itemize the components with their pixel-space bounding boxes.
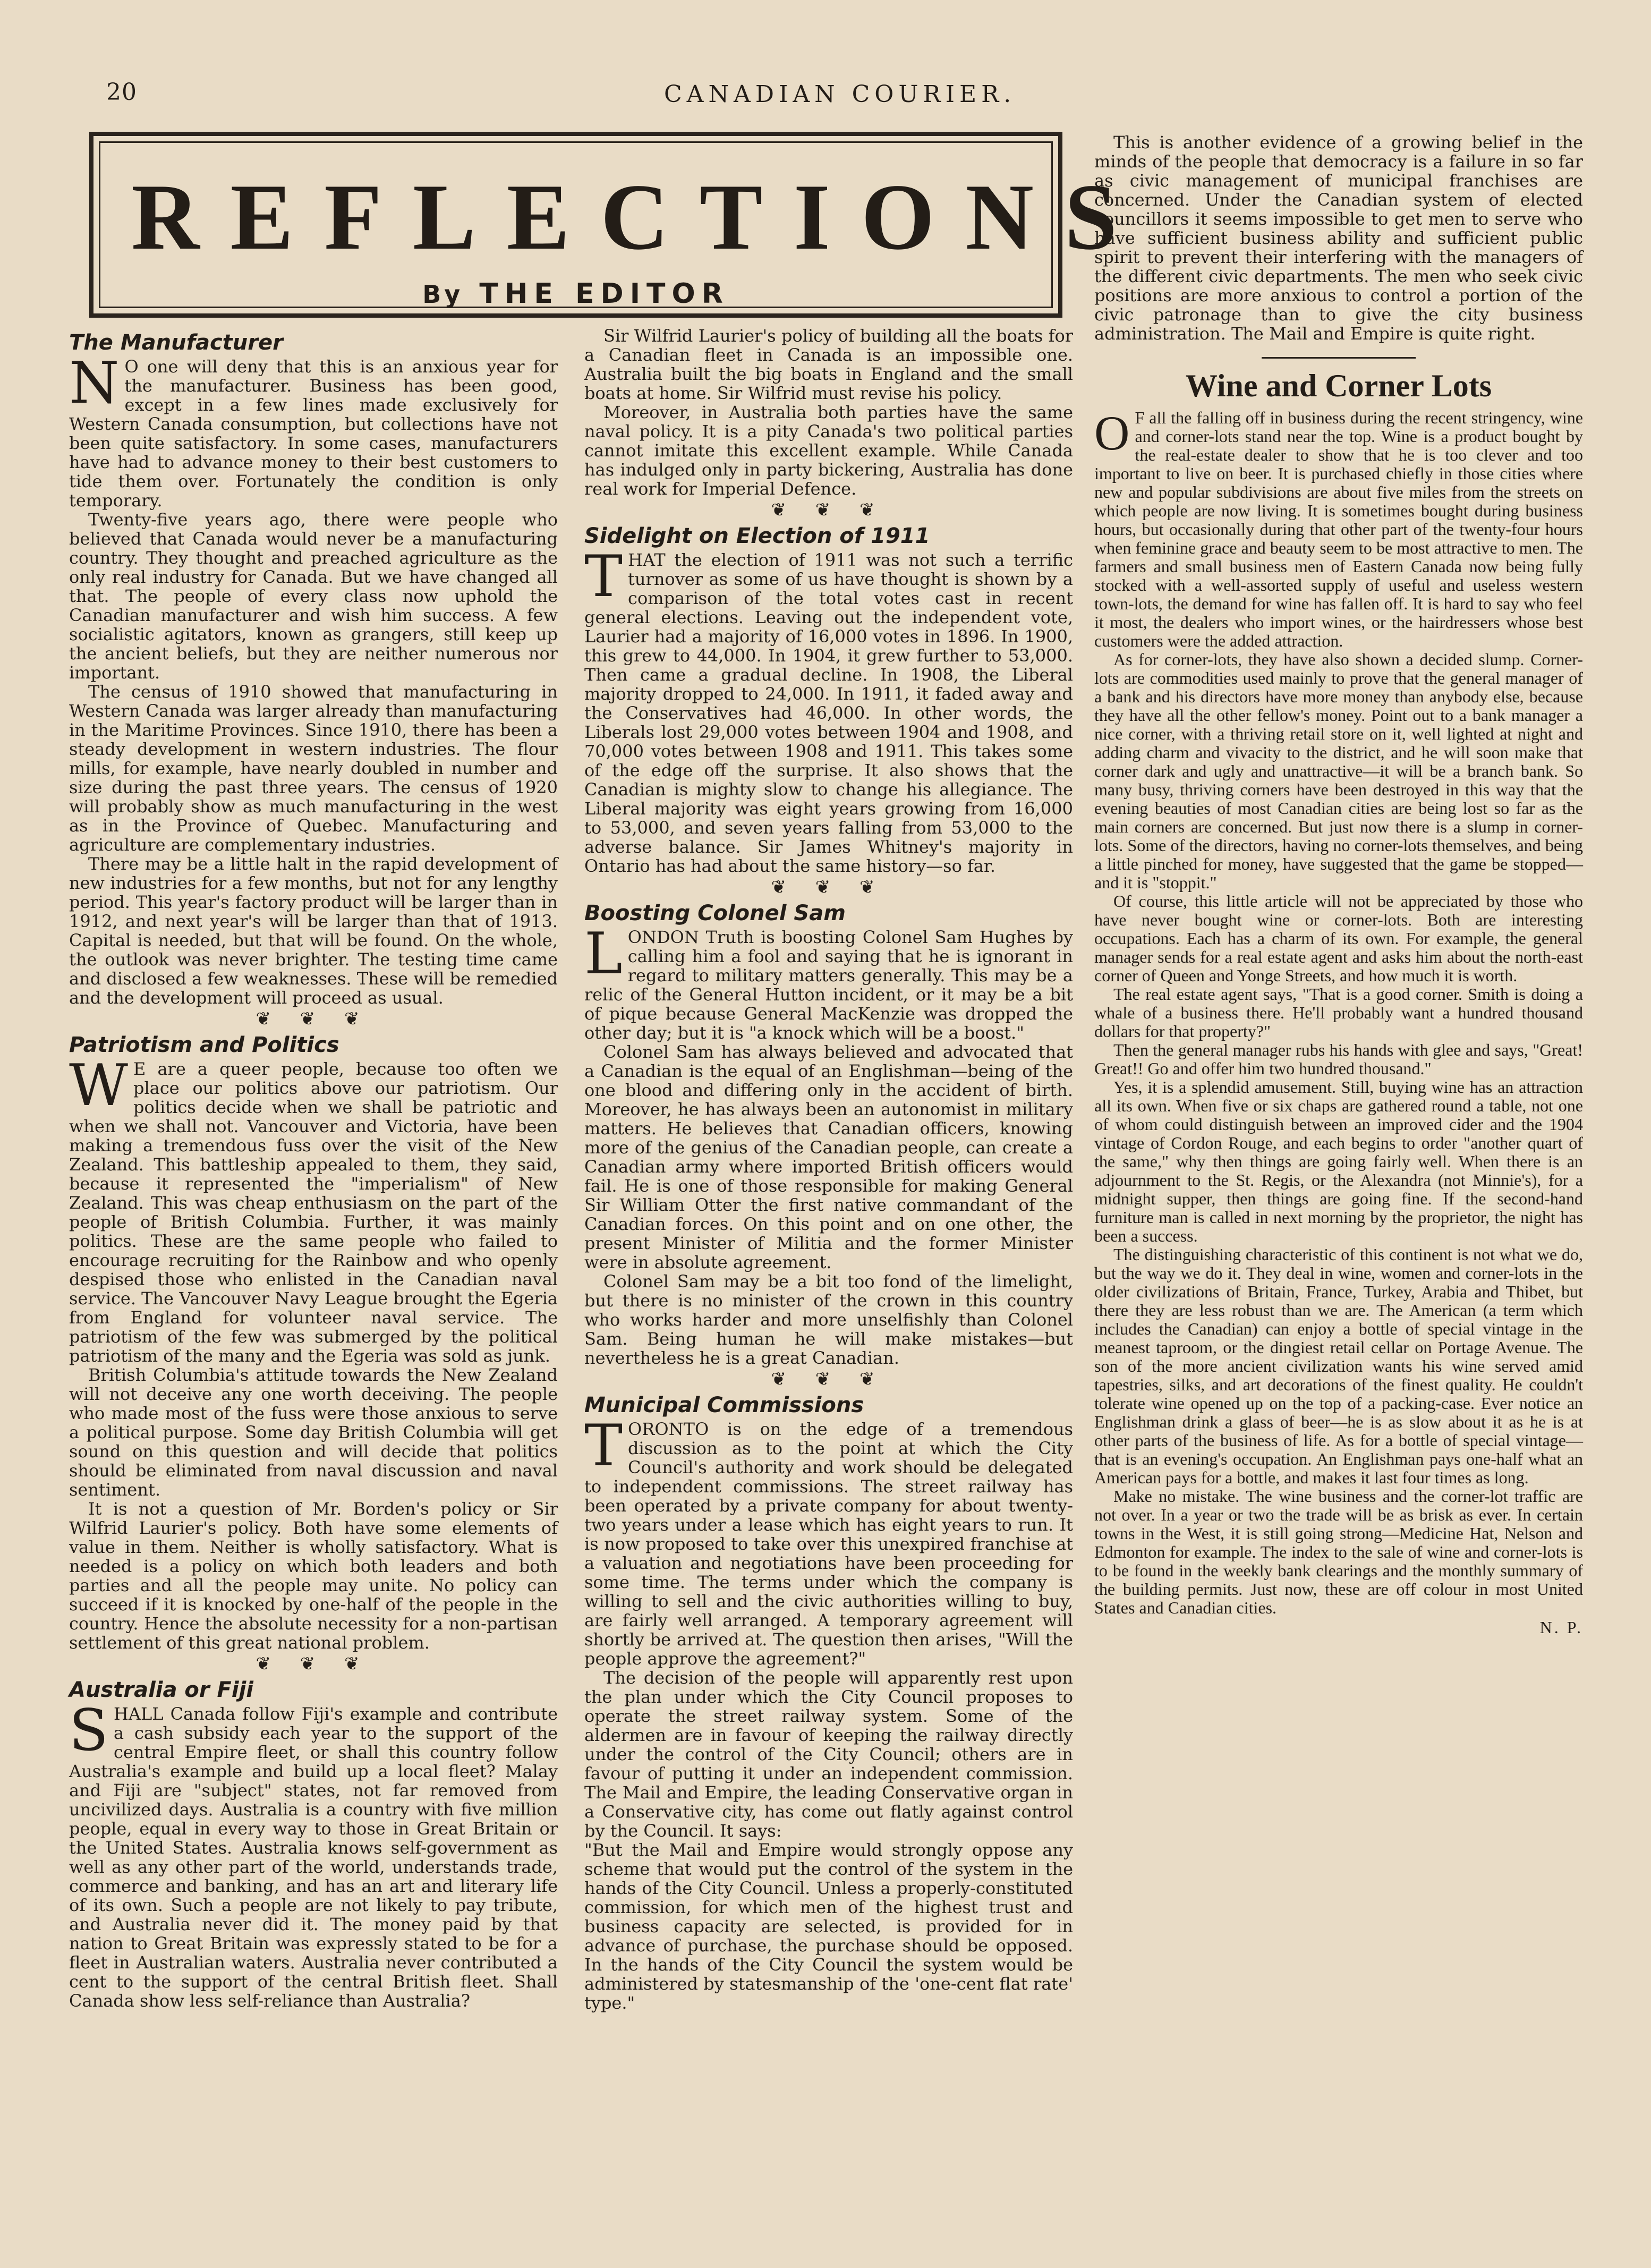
paragraph: Yes, it is a splendid amusement. Still, buying wine has an attraction all its own. When five or six chaps are gathered round a table, not one of whom could distinguish between an improved cider and the 1904 vintage of Cordon Rouge, and each begins to order "another quart of the same," why then things are going fairly well. When there is an adjournment to the St. Regis, or the Alexandra (not Minnie's), for a midnight supper, then things are going fine. If the second-hand furniture man is called in next morning by the proprietor, the night has been a success. [1094, 1077, 1583, 1245]
article-patriotism [69, 1033, 558, 1652]
heading-australia: Australia or Fiji [69, 1678, 254, 1702]
paragraph: British Columbia's attitude towards the New Zealand will not deceive any one worth deceiving. The people who made most of the fuss were those anxious to serve a political purpose. Some day British Columbia will get sound on this question and will decide that politics should be eliminated from naval discussion and naval sentiment. [69, 1365, 558, 1500]
paragraph: This is another evidence of a growing belief in the minds of the people that democracy is a failure in so far as civic management of municipal franchises are concerned. Under the Canadian system of elected councillors it seems impossible to get men to serve who have sufficient business ability and sufficient public spirit to prevent their interfering with the managers of the different civic departments. The men who seek civic positions are more anxious to control a portion of the civic patronage than to give the city business administration. The Mail and Empire is quite right. [1094, 132, 1583, 344]
article-municipal [584, 1393, 1073, 2012]
quoted-paragraph: "But the Mail and Empire would strongly oppose any scheme that would put the control of the system in the hands of the City Council. Unless a properly-constituted commission, for which men of the highest trust and business capacity are selected, is provided for in advance of purchase, the purchase should be opposed. In the hands of the City Council the system would be administered by statesmanship of the 'one-cent flat rate' type." [584, 1840, 1073, 2013]
paragraph: The distinguishing characteristic of this continent is not what we do, but the way we do it. They deal in wine, women and corner-lots in the older civilizations of Britain, France, Turkey, Arabia and Thibet, but there they are less robust than we are. The American (a term which includes the Canadian) can enjoy a bottle of special vintage in the meanest taproom, or the dingiest retail cellar on Portage Avenue. The son of the more ancient civilization wants his wine served amid tapestries, silks, and art decorations of the finest quality. He couldn't tolerate wine opened up on the top of a packing-case. Ever notice an Englishman drink a glass of beer—he is as slow about it as he is at other parts of the business of life. As for a bottle of special vintage—that is an evening's occupation. An Englishman pays one-half what an American pays for a bottle, and makes it last four times as long. [1094, 1245, 1583, 1487]
publication-title: CANADIAN COURIER. [664, 81, 1016, 108]
paragraph: LONDON Truth is boosting Colonel Sam Hughes by calling him a fool and saying that he is ignorant in regard to military matters generally. This may be a relic of the General Hutton incident, or it may be a bit of pique because General MacKenzie was dropped the other day; but it is "a knock which will be a boost." [584, 921, 1073, 1043]
masthead-title: REFLECTIONS [131, 164, 1148, 269]
byline-by: By [422, 280, 464, 309]
masthead-byline [100, 278, 1051, 310]
column-middle [584, 326, 1073, 2012]
paragraph: The decision of the people will apparently rest upon the plan under which the City Council proposes to operate the street railway system. Some of the aldermen are in favour of keeping the railway directly under the control of the City Council; others are in favour of putting it under an independent commission. The Mail and Empire, the leading Conservative organ in a Conservative city, has come out flatly against control by the Council. It says: [584, 1668, 1073, 1841]
paragraph: NO one will deny that this is an anxious year for the manufacturer. Business has been good, except in a few lines made exclusively for Western Canada consumption, but collections have not been quite satisfactory. In some cases, manufacturers have had to advance money to their best customers to tide them over. Fortunately the condition is only temporary. [69, 350, 558, 511]
article-manufacturer [69, 330, 558, 1007]
paragraph: As for corner-lots, they have also shown a decided slump. Corner-lots are commodities used mainly to prove that the general manager of a bank and his directors have more money than anybody else, because they have all the other fellow's money. Point out to a bank manager a nice corner, with a thriving retail store on it, well lighted at night and adding charm and vivacity to the district, and he will soon make that corner dark and ugly and unattractive—it will be a branch bank. So many busy, thriving corners have been destroyed in this way that the evening beauties of most Canadian cities are being lost so far as the main corners are concerned. But just now there is a slump in corner-lots. Some of the directors, having no corner-lots themselves, and being a little pinched for money, have suggested that the game be stopped—and it is "stoppit." [1094, 650, 1583, 892]
heading-municipal: Municipal Commissions [584, 1393, 864, 1417]
paragraph: Of course, this little article will not be appreciated by those who have never bought wine or corner-lots. Both are interesting occupations. Each has a charm of its own. For example, the general manager sends for a real estate agent and asks him about the north-east corner of Queen and Yonge Streets, and how much it is worth. [1094, 891, 1583, 985]
section-ornament: ❦ ❦ ❦ [256, 1653, 371, 1675]
section-ornament: ❦ ❦ ❦ [256, 1008, 371, 1030]
paragraph: WE are a queer people, because too often we place our politics above our patriotism. Our politics decide when we shall be patriotic and when we shall not. Vancouver and Victoria, have been making a tremendous fuss over the visit of the New Zealand. This battleship appealed to them, they said, because it represented the "imperialism" of New Zealand. This was cheap enthusiasm on the part of the people of British Columbia. Further, it was mainly politics. These are the same people who failed to encourage recruiting for the Rainbow and who openly despised those who enlisted in the Canadian naval service. The Vancouver Navy League brought the Egeria from England for volunteer naval service. The patriotism of the few was submerged by the political patriotism of the many and the Egeria was sold as junk. [69, 1052, 558, 1366]
paragraph: The census of 1910 showed that manufacturing in Western Canada was larger already than manufacturing in the Maritime Provinces. Since 1910, there has been a steady development in western industries. The flour mills, for example, have nearly doubled in number and size during the past three years. The census of 1920 will probably show as much manufacturing in the west as in the Province of Quebec. Manufacturing and agriculture are complementary industries. [69, 682, 558, 855]
author-signature: N. P. [1539, 1618, 1583, 1637]
heading-manufacturer: The Manufacturer [69, 330, 283, 355]
paragraph: Then the general manager rubs his hands with glee and says, "Great! Great!! Go and offer him two hundred thousand." [1094, 1040, 1583, 1078]
masthead-inner-frame [99, 141, 1148, 310]
heading-wine: Wine and Corner Lots [1185, 368, 1492, 403]
page-number: 20 [106, 79, 137, 106]
column-left [69, 326, 558, 2010]
column-right [1094, 133, 1583, 1637]
heading-election: Sidelight on Election of 1911 [584, 524, 930, 548]
paragraph: TORONTO is on the edge of a tremendous discussion as to the point at which the City Council's authority and work should be delegated to independent commissions. The street railway has been operated by a private company for about twenty-two years under a lease which has eight years to run. It is now proposed to take over this unexpired franchise at a valuation and negotiations have been proceeding for some time. The terms under which the company is willing to sell and the civic authorities willing to buy, are fairly well arranged. A temporary agreement will shortly be arrived at. The question then arises, "Will the people approve the agreement?" [584, 1413, 1073, 1669]
section-ornament: ❦ ❦ ❦ [771, 1369, 887, 1390]
paragraph: It is not a question of Mr. Borden's policy or Sir Wilfrid Laurier's policy. Both have some elements of value in them. Neither is wholly satisfactory. What is needed is a policy on which both leaders and both parties and all the people may unite. No policy can succeed if it is knocked by one-half of the people in the country. Hence the absolute necessity for a non-partisan settlement of this great national problem. [69, 1499, 558, 1653]
section-divider [1262, 357, 1416, 359]
byline-name: THE EDITOR [479, 278, 729, 310]
article-election [584, 524, 1073, 876]
article-colonel [584, 901, 1073, 1367]
section-ornament: ❦ ❦ ❦ [771, 499, 887, 521]
paragraph: OF all the falling off in business during the recent stringency, wine and corner-lots stand near the top. Wine is a product bought by the real-estate dealer to show that he is too clever and too important to live on beer. It is purchased chiefly in those cities where new and popular subdivisions are about five miles from the streets on which people are now living. It is sometimes bought during business hours, but occasionally during that other part of the twenty-four hours when feminine grace and beauty seem to be most attractive to men. The farmers and small business men of Eastern Canada now being fully stocked with a well-assorted supply of useful and useless western town-lots, the demand for wine has fallen off. It is hard to say who feel it most, the dealers who import wines, or the hairdressers whose best customers were the added attraction. [1094, 406, 1583, 650]
article-australia [69, 1678, 558, 2010]
paragraph: Moreover, in Australia both parties have the same naval policy. It is a pity Canada's two political parties cannot imitate this excellent example. While Canada has indulged only in party bickering, Australia has done real work for Imperial Defence. [584, 402, 1073, 499]
paragraph: THAT the election of 1911 was not such a terrific turnover as some of us have thought is shown by a comparison of the total votes cast in recent general elections. Leaving out the independent vote, Laurier had a majority of 16,000 votes in 1896. In 1900, this grew to 44,000. In 1904, it grew further to 53,000. Then came a gradual decline. In 1908, the Liberal majority dropped to 24,000. In 1911, it faded away and the Conservatives had 46,000. In other words, the Liberals lost 29,000 votes between 1904 and 1908, and 70,000 votes between 1908 and 1911. This takes some of the edge off the surprise. It also shows that the Canadian is mighty slow to change his allegiance. The Liberal majority was eight years growing from 16,000 to 53,000, and seven years falling from 53,000 to the adverse balance. Sir James Whitney's majority in Ontario has had about the same history—so far. [584, 543, 1073, 876]
heading-patriotism: Patriotism and Politics [69, 1033, 339, 1057]
paragraph: Twenty-five years ago, there were people who believed that Canada would never be a manufacturing country. They thought and preached agriculture as the only real industry for Canada. But we have changed all that. The people of every class now uphold the Canadian manufacturer and wish him success. A few socialistic agitators, known as grangers, still keep up the ancient beliefs, but they are neither numerous nor important. [69, 509, 558, 683]
paragraph: Colonel Sam has always believed and advocated that a Canadian is the equal of an Englishman—being of the one blood and differing only in the accident of birth. Moreover, he has always been an autonomist in military matters. He believes that Canadian officers, knowing more of the genius of the Canadian people, can create a Canadian army where imported British officers would fail. He is one of those responsible for making General Sir William Otter the first native commandant of the Canadian forces. On this point and on one other, the present Minister of Militia and the former Minister were in absolute agreement. [584, 1042, 1073, 1272]
paragraph: SHALL Canada follow Fiji's example and contribute a cash subsidy each year to the support of the central Empire fleet, or shall this country follow Australia's example and build up a local fleet? Malay and Fiji are "subject" states, not far removed from uncivilized days. Australia is a country with five million people, equal in every way to those in Great Britain or the United States. Australia knows self-government as well as any other part of the world, understands trade, commerce and banking, and has an art and literary life of its own. Such a people are not likely to pay tribute, and Australia never did it. The money paid by that nation to Great Britain was expressly stated to be for a fleet in Australian waters. Australia never contributed a cent to the support of the central British fleet. Shall Canada show less self-reliance than Australia? [69, 1697, 558, 2011]
article-australia-continued [584, 326, 1073, 498]
paragraph: Sir Wilfrid Laurier's policy of building all the boats for a Canadian fleet in Canada is an impossible one. Australia built the big boats in England and the small boats at home. Sir Wilfrid must revise his policy. [584, 326, 1073, 403]
section-ornament: ❦ ❦ ❦ [771, 877, 887, 898]
paragraph: Colonel Sam may be a bit too fond of the limelight, but there is no minister of the crown in this country who works harder and more unselfishly than Colonel Sam. Being human he will make mistakes—but nevertheless he is a great Canadian. [584, 1271, 1073, 1368]
heading-colonel: Boosting Colonel Sam [584, 901, 846, 925]
paragraph: There may be a little halt in the rapid development of new industries for a few months, but not for any lengthy period. This year's factory product will be larger than in 1912, and next year's will be larger than that of 1913. Capital is needed, but that will be found. On the whole, the outlook was never brighter. The testing time came and disclosed a few weaknesses. These will be remedied and the development will proceed as usual. [69, 854, 558, 1008]
article-municipal-continued [1094, 133, 1583, 343]
reflections-masthead [89, 132, 1148, 318]
paragraph: Make no mistake. The wine business and the corner-lot traffic are not over. In a year or two the trade will be as brisk as ever. In certain towns in the West, it is still going strong—Medicine Hat, Nelson and Edmonton for example. The index to the sale of wine and corner-lots is to be found in the weekly bank clearings and the monthly summary of the building permits. Just now, these are off colour in most United States and Canadian cities. [1094, 1486, 1583, 1617]
paragraph: The real estate agent says, "That is a good corner. Smith is doing a whale of a business there. He'll probably want a hundred thousand dollars for that property?" [1094, 984, 1583, 1041]
article-wine [1094, 406, 1583, 1637]
